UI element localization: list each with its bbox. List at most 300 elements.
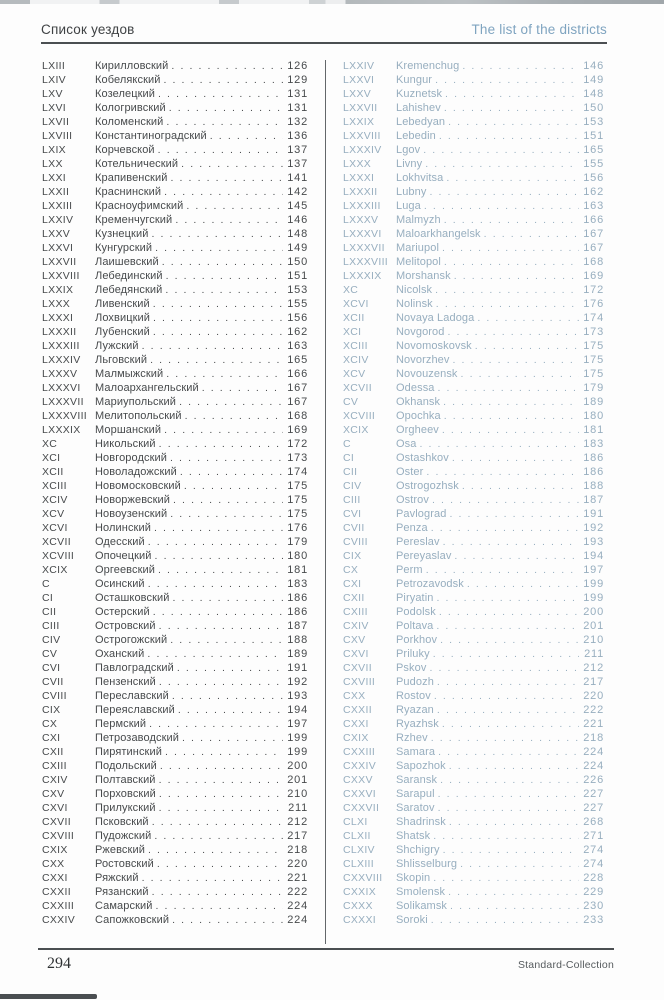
dot-leader	[154, 522, 283, 535]
list-item	[42, 648, 308, 662]
list-item	[343, 228, 604, 242]
district-numeral: CX	[42, 718, 58, 730]
district-numeral: CLXIII	[343, 858, 374, 870]
district-name: Нолинский	[95, 522, 151, 534]
district-numeral: CXXX	[343, 900, 373, 912]
dot-leader	[445, 88, 579, 101]
page-reference: 150	[583, 102, 604, 114]
page-reference: 165	[287, 354, 308, 366]
dot-leader	[460, 858, 579, 871]
district-numeral: LXXVIII	[343, 130, 381, 142]
list-item	[343, 368, 604, 382]
district-numeral: XCV	[343, 368, 366, 380]
district-name: Saransk	[396, 774, 438, 786]
district-name: Ряжский	[95, 872, 139, 884]
district-name: Осинский	[95, 578, 145, 590]
list-item	[343, 438, 604, 452]
page-reference: 181	[287, 564, 308, 576]
district-numeral: CXX	[343, 690, 366, 702]
district-numeral: CVII	[343, 522, 365, 534]
list-item	[343, 578, 604, 592]
dot-leader	[163, 74, 283, 87]
district-numeral: LXXXIV	[42, 354, 81, 366]
dot-leader	[475, 340, 579, 353]
list-item	[343, 130, 604, 144]
district-numeral: CXV	[343, 634, 366, 646]
dot-leader	[177, 662, 283, 675]
list-item	[42, 298, 308, 312]
district-name: Perm	[396, 564, 423, 576]
district-numeral: XCV	[42, 508, 65, 520]
district-name: Pereyaslav	[396, 550, 452, 562]
district-numeral: LXX	[42, 158, 63, 170]
district-numeral: LXXXIV	[343, 144, 382, 156]
dot-leader	[462, 480, 579, 493]
page-reference: 228	[583, 872, 604, 884]
list-item	[343, 312, 604, 326]
district-name: Piryatin	[396, 592, 434, 604]
dot-leader	[170, 634, 283, 647]
district-name: Kuznetsk	[396, 88, 443, 100]
page-reference: 156	[583, 172, 604, 184]
district-name: Кунгурский	[95, 242, 153, 254]
district-name: Моршанский	[95, 424, 162, 436]
district-name: Ostrov	[396, 494, 429, 506]
list-item	[42, 858, 308, 872]
district-name: Рязанский	[95, 886, 149, 898]
page-reference: 173	[287, 452, 308, 464]
district-numeral: CXIII	[343, 606, 368, 618]
dot-leader	[461, 368, 579, 381]
list-item	[343, 634, 604, 648]
dot-leader	[147, 648, 283, 661]
list-item	[343, 424, 604, 438]
list-item	[343, 788, 604, 802]
dot-leader	[436, 298, 579, 311]
district-name: Priluky	[396, 648, 430, 660]
page-reference: 153	[583, 116, 604, 128]
page-reference: 167	[583, 228, 604, 240]
dot-leader	[448, 886, 579, 899]
dot-leader	[454, 550, 579, 563]
district-name: Sarapul	[396, 788, 435, 800]
page-reference: 176	[287, 522, 308, 534]
district-numeral: LXXIX	[343, 116, 375, 128]
page-reference: 217	[287, 830, 308, 842]
district-numeral: CV	[42, 648, 58, 660]
dot-leader	[443, 844, 579, 857]
page-footer	[38, 948, 614, 973]
district-name: Пирятинский	[95, 746, 162, 758]
district-name: Shadrinsk	[396, 816, 446, 828]
dot-leader	[202, 382, 283, 395]
page-reference: 151	[583, 130, 604, 142]
district-name: Solikamsk	[396, 900, 448, 912]
district-numeral: XCIX	[42, 564, 68, 576]
page-reference: 222	[583, 704, 604, 716]
district-name: Osa	[396, 438, 417, 450]
list-item	[343, 326, 604, 340]
page-reference: 169	[583, 270, 604, 282]
dot-leader	[433, 872, 579, 885]
district-numeral: CXX	[42, 858, 65, 870]
list-item	[343, 746, 604, 760]
page-reference: 229	[583, 886, 604, 898]
dot-leader	[426, 564, 579, 577]
district-numeral: LXXXIX	[42, 424, 81, 436]
district-name: Краснинский	[95, 186, 162, 198]
dot-leader	[452, 452, 579, 465]
page-reference: 230	[583, 900, 604, 912]
district-numeral: LXXXI	[42, 312, 74, 324]
page-reference: 186	[287, 606, 308, 618]
list-item	[42, 774, 308, 788]
district-name: Novouzensk	[396, 368, 458, 380]
list-item	[42, 186, 308, 200]
district-numeral: LXXIII	[42, 200, 73, 212]
page-reference: 166	[583, 214, 604, 226]
list-item	[343, 522, 604, 536]
list-item	[42, 886, 308, 900]
list-item	[42, 172, 308, 186]
page-reference: 174	[287, 466, 308, 478]
district-numeral: LXXVIII	[42, 270, 80, 282]
district-name: Оргеевский	[95, 564, 156, 576]
list-item	[343, 214, 604, 228]
page-reference: 226	[583, 774, 604, 786]
district-numeral: XCVI	[343, 298, 369, 310]
dot-leader	[442, 424, 579, 437]
dot-leader	[158, 88, 283, 101]
page-reference: 194	[287, 704, 308, 716]
district-numeral: CXXVIII	[343, 872, 383, 884]
list-item	[343, 508, 604, 522]
district-name: Новгородский	[95, 452, 168, 464]
dot-leader	[454, 270, 579, 283]
list-item	[42, 368, 308, 382]
dot-leader	[435, 284, 579, 297]
page-reference: 186	[287, 592, 308, 604]
district-numeral: LXXXVIII	[42, 410, 88, 422]
district-name: Pskov	[396, 662, 427, 674]
district-name: Пензенский	[95, 676, 156, 688]
district-numeral: LXXXVIII	[343, 256, 389, 268]
list-item	[42, 508, 308, 522]
list-item	[42, 354, 308, 368]
list-item	[343, 914, 604, 928]
list-item	[42, 676, 308, 690]
list-item	[42, 270, 308, 284]
dot-leader	[484, 228, 579, 241]
page-reference: 162	[583, 186, 604, 198]
dot-leader	[155, 550, 283, 563]
list-item	[42, 536, 308, 550]
dot-leader	[166, 368, 283, 381]
dot-leader	[425, 158, 579, 171]
district-numeral: XCVII	[343, 382, 372, 394]
page-reference: 211	[584, 648, 604, 660]
page-reference: 172	[583, 284, 604, 296]
district-numeral: CXXI	[42, 872, 68, 884]
dot-leader	[178, 704, 283, 717]
page-reference: 155	[287, 298, 308, 310]
district-name: Oster	[396, 466, 424, 478]
district-numeral: LXXXIII	[343, 200, 381, 212]
district-name: Ростовский	[95, 858, 154, 870]
list-item	[343, 116, 604, 130]
list-item	[42, 88, 308, 102]
dot-leader	[424, 200, 579, 213]
dot-leader	[436, 620, 579, 633]
dot-leader	[172, 914, 283, 927]
list-item	[343, 144, 604, 158]
list-item	[42, 214, 308, 228]
district-name: Smolensk	[396, 886, 446, 898]
list-item	[42, 914, 308, 928]
page-reference: 175	[287, 480, 308, 492]
district-name: Poltava	[396, 620, 434, 632]
list-item	[42, 228, 308, 242]
district-name: Кирилловский	[95, 60, 169, 72]
page-reference: 210	[287, 788, 308, 800]
district-numeral: LXXXVII	[42, 396, 84, 408]
list-item	[42, 550, 308, 564]
dot-leader	[462, 60, 579, 73]
dot-leader	[444, 214, 579, 227]
district-numeral: CXVI	[343, 648, 369, 660]
district-name: Okhansk	[396, 396, 441, 408]
header-title-russian: Список уездов	[41, 22, 135, 37]
dot-leader	[153, 312, 283, 325]
dot-leader	[446, 172, 579, 185]
district-name: Новомосковский	[95, 480, 181, 492]
page-reference: 136	[287, 130, 308, 142]
district-numeral: LXXX	[42, 298, 71, 310]
page-reference: 187	[583, 494, 604, 506]
page-reference: 186	[583, 466, 604, 478]
district-name: Переяславский	[95, 704, 175, 716]
list-item	[343, 242, 604, 256]
page-reference: 193	[583, 536, 604, 548]
list-item	[42, 410, 308, 424]
district-numeral: CXXXI	[343, 914, 377, 926]
list-item	[343, 760, 604, 774]
dot-leader	[142, 340, 283, 353]
list-item	[42, 130, 308, 144]
district-name: Opochka	[396, 410, 441, 422]
list-item	[343, 536, 604, 550]
dot-leader	[210, 130, 283, 143]
district-name: Ryazan	[396, 704, 434, 716]
list-item	[42, 312, 308, 326]
page-reference: 180	[583, 410, 604, 422]
list-item	[42, 634, 308, 648]
dot-leader	[160, 760, 283, 773]
district-name: Livny	[396, 158, 423, 170]
list-item	[42, 662, 308, 676]
list-item	[42, 396, 308, 410]
page-reference: 212	[287, 816, 308, 828]
dot-leader	[452, 354, 579, 367]
dot-leader	[155, 242, 283, 255]
page-reference: 197	[583, 564, 604, 576]
district-numeral: XC	[42, 438, 58, 450]
district-numeral: CVIII	[343, 536, 368, 548]
district-name: Novorzhev	[396, 354, 450, 366]
district-numeral: CXIV	[42, 774, 68, 786]
page-reference: 197	[287, 718, 308, 730]
district-numeral: LXXI	[42, 172, 66, 184]
page-reference: 169	[287, 424, 308, 436]
district-name: Melitopol	[396, 256, 441, 268]
page-reference: 183	[287, 578, 308, 590]
page-reference: 274	[583, 858, 604, 870]
list-item	[42, 816, 308, 830]
district-name: Ryazhsk	[396, 718, 439, 730]
list-item	[343, 256, 604, 270]
page-reference: 200	[287, 760, 308, 772]
district-numeral: CXIX	[343, 732, 369, 744]
district-numeral: XCIV	[343, 354, 369, 366]
district-numeral: CLXI	[343, 816, 368, 828]
district-numeral: CXI	[42, 732, 61, 744]
page-reference: 137	[287, 144, 308, 156]
district-name: Soroki	[396, 914, 428, 926]
page-reference: 131	[287, 102, 308, 114]
dot-leader	[179, 396, 283, 409]
page-reference: 179	[287, 536, 308, 548]
page-reference: 165	[583, 144, 604, 156]
district-name: Кременчугский	[95, 214, 173, 226]
district-numeral: CXIV	[343, 620, 369, 632]
page-reference: 201	[287, 774, 308, 786]
dot-leader	[436, 592, 579, 605]
list-item	[343, 620, 604, 634]
dot-leader	[159, 774, 283, 787]
scan-artifact-top	[0, 0, 664, 4]
district-numeral: CXXIX	[343, 886, 377, 898]
list-item	[42, 564, 308, 578]
list-item	[42, 802, 308, 816]
dot-leader	[173, 592, 284, 605]
page-reference: 221	[583, 718, 604, 730]
dot-leader	[158, 564, 283, 577]
dot-leader	[432, 494, 579, 507]
district-name: Порховский	[95, 788, 156, 800]
district-numeral: CXXIV	[343, 760, 377, 772]
district-numeral: CVI	[343, 508, 362, 520]
list-item	[42, 242, 308, 256]
dot-leader	[444, 256, 579, 269]
list-item	[42, 480, 308, 494]
district-name: Котельнический	[95, 158, 179, 170]
district-numeral: LXVIII	[42, 130, 73, 142]
dot-leader	[431, 914, 579, 927]
district-name: Pavlograd	[396, 508, 447, 520]
district-numeral: LXXV	[343, 88, 372, 100]
page-reference: 167	[287, 382, 308, 394]
page-reference: 224	[287, 900, 308, 912]
page-reference: 148	[583, 88, 604, 100]
district-name: Лаишевский	[95, 256, 159, 268]
district-numeral: LXXV	[42, 228, 71, 240]
list-item	[42, 788, 308, 802]
list-item	[42, 200, 308, 214]
district-name: Morshansk	[396, 270, 451, 282]
list-item	[343, 718, 604, 732]
page-reference: 166	[287, 368, 308, 380]
page-reference: 141	[287, 172, 308, 184]
dot-leader	[158, 144, 283, 157]
list-item	[343, 704, 604, 718]
list-item	[42, 466, 308, 480]
dot-leader	[159, 620, 283, 633]
district-name: Опочецкий	[95, 550, 152, 562]
district-name: Константиноградский	[95, 130, 207, 142]
list-item	[42, 718, 308, 732]
district-numeral: CII	[343, 466, 358, 478]
list-item	[343, 564, 604, 578]
dot-leader	[443, 536, 579, 549]
list-item	[343, 396, 604, 410]
district-name: Mariupol	[396, 242, 439, 254]
district-numeral: LXXXII	[343, 186, 378, 198]
page-reference: 175	[583, 354, 604, 366]
dot-leader	[166, 116, 283, 129]
list-item	[343, 284, 604, 298]
dot-leader	[142, 872, 283, 885]
list-item	[343, 802, 604, 816]
district-numeral: CXXI	[343, 718, 369, 730]
list-item	[42, 872, 308, 886]
dot-leader	[186, 200, 283, 213]
page-reference: 175	[583, 340, 604, 352]
district-numeral: XCII	[42, 466, 64, 478]
district-name: Pereslav	[396, 536, 440, 548]
district-numeral: LXIX	[42, 144, 66, 156]
dot-leader	[165, 284, 283, 297]
district-name: Odessa	[396, 382, 435, 394]
page-reference: 217	[583, 676, 604, 688]
district-numeral: CXXVI	[343, 788, 377, 800]
dot-leader	[164, 186, 283, 199]
dot-leader	[433, 648, 579, 661]
district-numeral: CXI	[343, 578, 362, 590]
page-reference: 199	[583, 578, 604, 590]
district-numeral: CXVII	[343, 662, 372, 674]
list-item	[42, 102, 308, 116]
district-name: Крапивенский	[95, 172, 168, 184]
district-name: Красноуфимский	[95, 200, 184, 212]
dot-leader	[152, 816, 283, 829]
page-reference: 220	[287, 858, 308, 870]
district-name: Rostov	[396, 690, 431, 702]
page-reference: 201	[583, 620, 604, 632]
list-item	[343, 816, 604, 830]
list-item	[42, 690, 308, 704]
page-reference: 199	[287, 732, 308, 744]
dot-leader	[443, 396, 579, 409]
page-reference: 199	[287, 746, 308, 758]
page-reference: 153	[287, 284, 308, 296]
dot-leader	[431, 522, 579, 535]
district-name: Малоархангельский	[95, 382, 199, 394]
page-header	[41, 22, 607, 44]
list-item	[343, 592, 604, 606]
district-numeral: LXVII	[42, 116, 70, 128]
district-name: Porkhov	[396, 634, 438, 646]
dot-leader	[419, 438, 579, 451]
